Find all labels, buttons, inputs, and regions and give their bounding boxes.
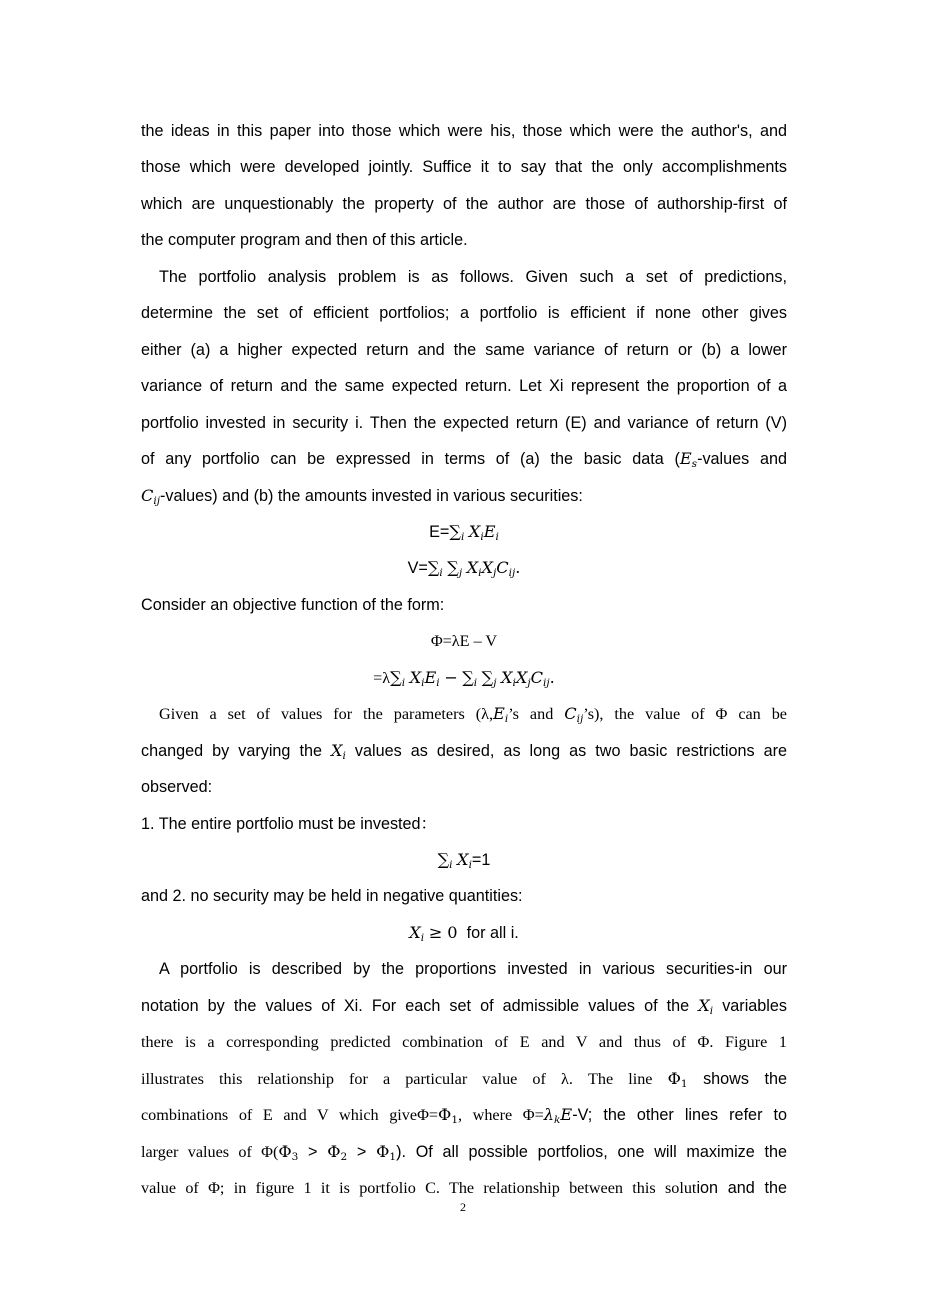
text-line: combinations of E and V which $give\Phi=\Phi_1$, where $\Phi=\lambda_kE-V$; the other lines refer to [141,1105,787,1126]
equation-objective: Φ=λE – V [430,632,498,650]
text-line: A portfolio is described by the proportions invested in various securities-in our [159,960,787,978]
equation-objective-expanded: $=\lambda\sum_i$ $X_iE_i - \sum_i$ $\sum_j$ $X_iX_jC_{ij}$. [373,668,555,689]
text-line: the computer program and then of this article. [141,231,468,249]
text-line: variance of return and the same expected return. Let Xi represent the proportion of a [141,377,787,395]
equation-sum-constraint: $\sum_i$ $X_i=1$ [437,850,491,871]
text-line: changed by varying the $X_i$ values as desired, as long as two basic restrictions are [141,741,787,762]
text-line: determine the set of efficient portfolios; a portfolio is efficient if none other gives [141,304,787,322]
text-line: value of Φ; in figure 1 it is portfolio C. The relationship between this solution and the [141,1179,788,1197]
text-line: there is a corresponding predicted combination of E and V and thus of Φ. Figure 1 [141,1033,787,1051]
equation-expected-return: $E=\sum_i$ $X_iE_i$ [429,522,499,543]
text-line: Given a set of values for the parameters ($\lambda,E_i’s$ and $C_{ij}’s$), the value of Φ can be [159,704,787,725]
text-line: either (a) a higher expected return and the same variance of return or (b) a lower [141,341,787,359]
text-line: those which were developed jointly. Suffice it to say that the only accomplishments [141,158,787,176]
text-line: illustrates this relationship for a particular value of λ. The line $\Phi_1$ shows the [141,1069,787,1090]
text-line: which are unquestionably the property of the author are those of authorship-first of [141,195,787,213]
text-line: Consider an objective function of the form: [141,596,445,614]
equation-nonnegativity: $X_i \ge 0$ for all i. [409,923,519,944]
text-line: $C_{ij}-values$) and (b) the amounts invested in various securities: [141,486,583,507]
text-line: The portfolio analysis problem is as follows. Given such a set of predictions, [159,268,787,286]
text-line: observed: [141,778,213,796]
text-line: portfolio invested in security i. Then the expected return (E) and variance of return (V) [141,414,787,432]
text-line: 1. The entire portfolio must be invested： [141,815,437,833]
text-line: the ideas in this paper into those which were his, those which were the author's, and [141,122,787,140]
text-line: and 2. no security may be held in negative quantities: [141,887,523,905]
page-number: 2 [460,1200,466,1214]
equation-variance: $V=\sum_i$ $\sum_j$ $X_iX_jC_{ij}$. [407,558,521,579]
text-line: larger values of $\Phi(\Phi_3 > \Phi_2 > \Phi_1)$. Of all possible portfolios, one will maximize the [141,1142,788,1163]
text-line: notation by the values of Xi. For each set of admissible values of the $X_i$ variables [141,996,787,1017]
text-line: of any portfolio can be expressed in terms of (a) the basic data ($E_s$-values and [141,449,787,470]
